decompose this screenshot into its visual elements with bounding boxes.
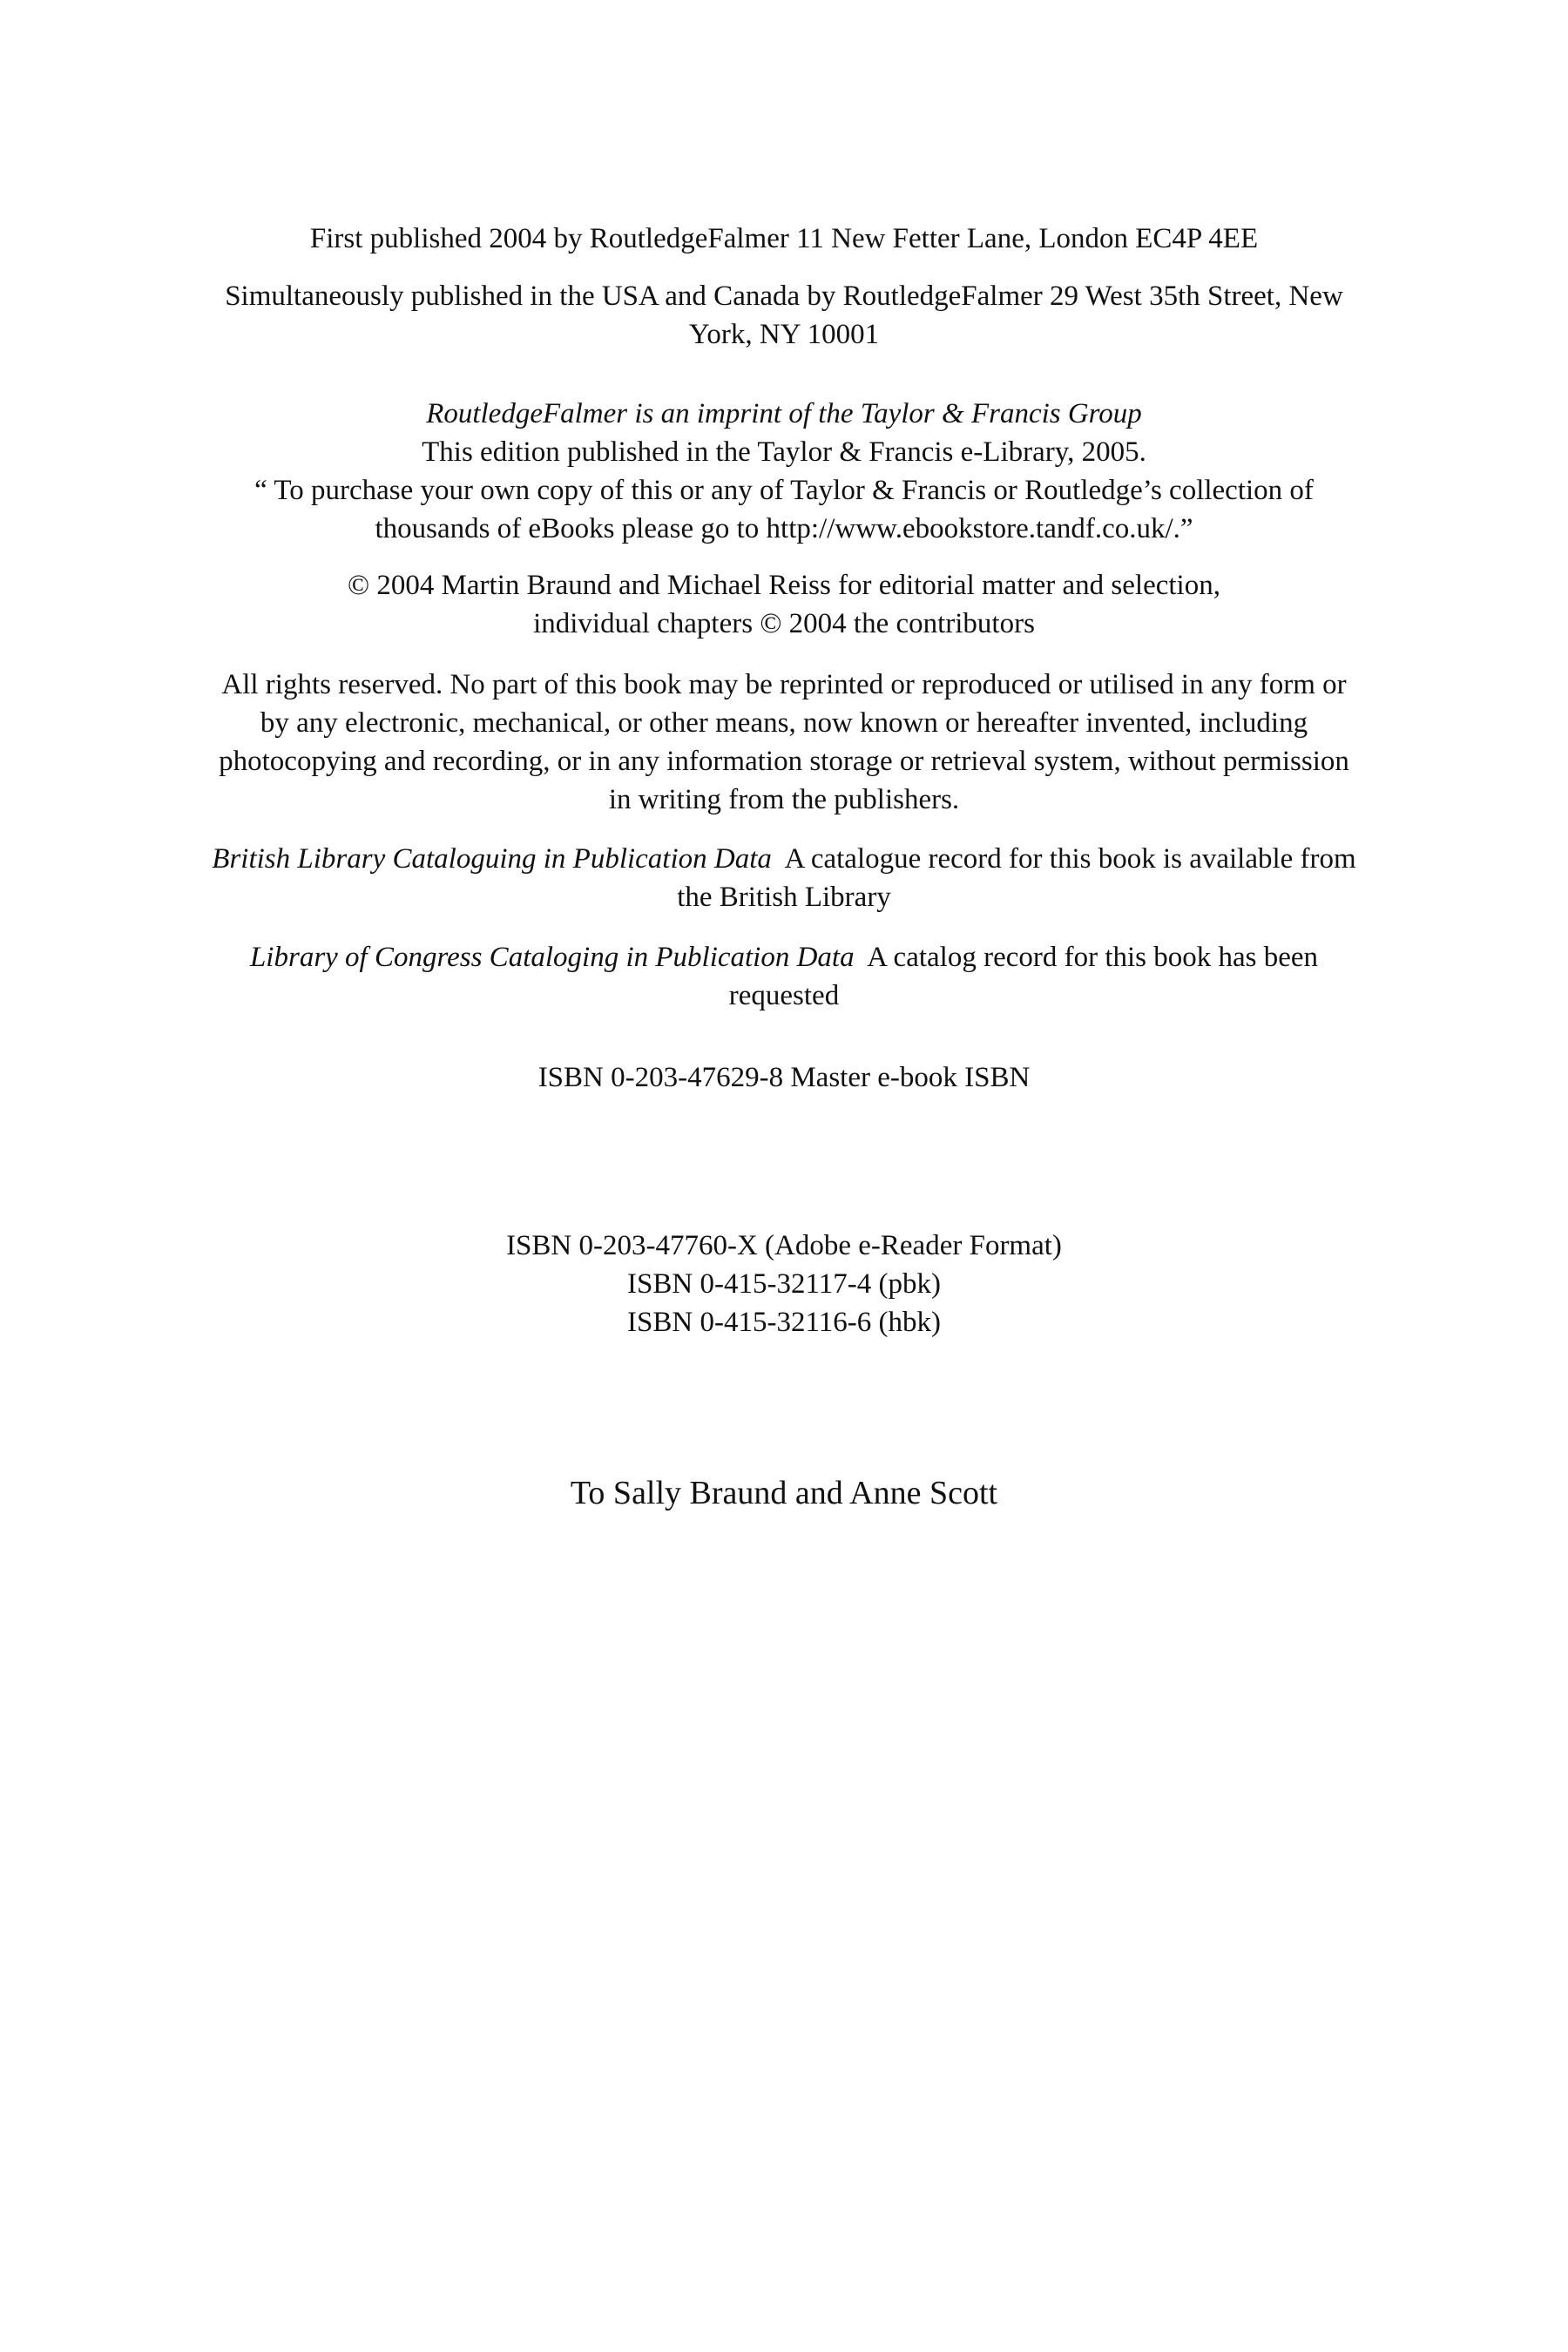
library-of-congress-notice: [122, 938, 1446, 1015]
british-library-notice: [122, 840, 1446, 916]
british-library-line-2: the British Library: [677, 882, 891, 913]
simultaneous-line-2: York, NY 10001: [688, 319, 880, 350]
isbn-pbk-line: ISBN 0-415-32117-4 (pbk): [627, 1268, 941, 1300]
isbn-master-notice: [122, 1058, 1446, 1097]
rights-line-1: All rights reserved. No part of this book may be reprinted or reproduced or utilised in any form or: [221, 669, 1347, 700]
loc-text: A catalog record for this book has been: [854, 942, 1319, 973]
isbn-adobe-line: ISBN 0-203-47760-X (Adobe e-Reader Format): [506, 1230, 1062, 1261]
purchase-line-2: thousands of eBooks please go to http://www.ebookstore.tandf.co.uk/.”: [375, 513, 1193, 544]
edition-line: This edition published in the Taylor & Francis e-Library, 2005.: [422, 436, 1146, 468]
copyright-line-1: © 2004 Martin Braund and Michael Reiss for editorial matter and selection,: [348, 570, 1220, 601]
british-library-line-1: [122, 840, 1446, 878]
isbn-list: [122, 1227, 1446, 1342]
copyright-line-2: individual chapters © 2004 the contributors: [533, 608, 1035, 639]
imprint-line: RoutledgeFalmer is an imprint of the Taylor & Francis Group: [426, 398, 1142, 429]
loc-heading: Library of Congress Cataloging in Publication Data: [249, 942, 855, 973]
copyright-notice: [122, 566, 1446, 643]
first-published-line: First published 2004 by RoutledgeFalmer 11 New Fetter Lane, London EC4P 4EE: [309, 223, 1259, 254]
rights-line-2: by any electronic, mechanical, or other means, now known or hereafter invented, including: [260, 707, 1308, 739]
loc-line-1: [122, 938, 1446, 977]
simultaneous-line-1: Simultaneously published in the USA and Canada by RoutledgeFalmer 29 West 35th Street, New: [225, 280, 1343, 312]
isbn-master-line: ISBN 0-203-47629-8 Master e-book ISBN: [537, 1062, 1031, 1093]
dedication-line: To Sally Braund and Anne Scott: [570, 1475, 998, 1511]
simultaneous-publication-notice: [122, 277, 1446, 354]
rights-reserved-notice: [122, 666, 1446, 819]
loc-line-2: requested: [728, 980, 840, 1011]
rights-line-4: in writing from the publishers.: [608, 784, 960, 815]
british-library-text: A catalogue record for this book is available from: [771, 843, 1356, 875]
purchase-line-1: “ To purchase your own copy of this or any of Taylor & Francis or Routledge’s collection of: [254, 475, 1314, 506]
dedication: [122, 1472, 1446, 1514]
imprint-notice: [122, 395, 1446, 548]
rights-line-3: photocopying and recording, or in any information storage or retrieval system, without permission: [219, 746, 1349, 777]
british-library-heading: British Library Cataloguing in Publication Data: [212, 843, 772, 875]
isbn-hbk-line: ISBN 0-415-32116-6 (hbk): [627, 1307, 941, 1338]
first-published-notice: [122, 220, 1446, 258]
